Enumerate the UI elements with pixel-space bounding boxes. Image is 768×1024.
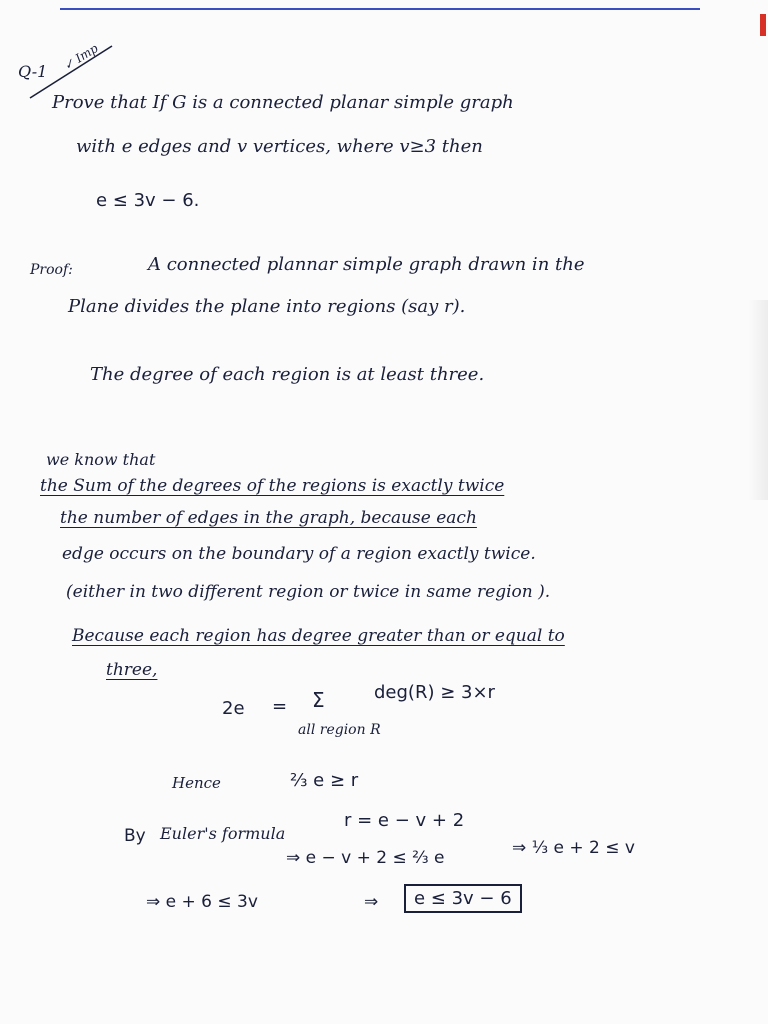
important-mark: ✓ Imp xyxy=(61,41,101,73)
reasoning-line-1: we know that xyxy=(46,450,156,469)
euler-expression: r = e − v + 2 xyxy=(344,810,465,831)
sum-equals: = xyxy=(272,696,288,717)
step-3: ⇒ e + 6 ≤ 3v xyxy=(146,892,258,912)
step-1: ⇒ e − v + 2 ≤ ⅔ e xyxy=(286,848,445,868)
result-box: e ≤ 3v − 6 xyxy=(404,884,522,913)
reasoning-line-3: the number of edges in the graph, because each xyxy=(60,508,477,528)
proof-label: Proof: xyxy=(30,262,73,278)
result-arrow: ⇒ xyxy=(364,892,379,912)
question-line-2: with e edges and v vertices, where v≥3 then xyxy=(76,136,483,157)
proof-line-3: The degree of each region is at least three. xyxy=(90,364,485,385)
reasoning-line-4: edge occurs on the boundary of a region exactly twice. xyxy=(62,544,536,564)
question-line-3: e ≤ 3v − 6. xyxy=(96,190,200,211)
reasoning-line-5: (either in two different region or twice in same region ). xyxy=(66,582,551,602)
proof-line-2: Plane divides the plane into regions (say r). xyxy=(68,296,466,317)
hence-label: Hence xyxy=(172,774,221,792)
proof-line-1: A connected plannar simple graph drawn in the xyxy=(148,254,585,275)
sum-subscript: all region R xyxy=(298,722,381,738)
reasoning-line-2: the Sum of the degrees of the regions is exactly twice xyxy=(40,476,505,496)
by-label: By xyxy=(124,826,146,846)
sum-rhs: deg(R) ≥ 3×r xyxy=(374,682,495,703)
hence-expression: ⅔ e ≥ r xyxy=(290,770,359,791)
reasoning-line-7: three, xyxy=(106,660,158,680)
reasoning-line-6: Because each region has degree greater than or equal to xyxy=(72,626,565,646)
question-label: Q-1 xyxy=(18,62,48,81)
sum-sigma: Σ xyxy=(312,688,325,712)
euler-label: Euler's formula xyxy=(160,824,286,843)
question-line-1: Prove that If G is a connected planar simple graph xyxy=(52,92,514,113)
sum-lhs: 2e xyxy=(222,698,245,719)
step-2: ⇒ ⅓ e + 2 ≤ v xyxy=(512,838,635,858)
